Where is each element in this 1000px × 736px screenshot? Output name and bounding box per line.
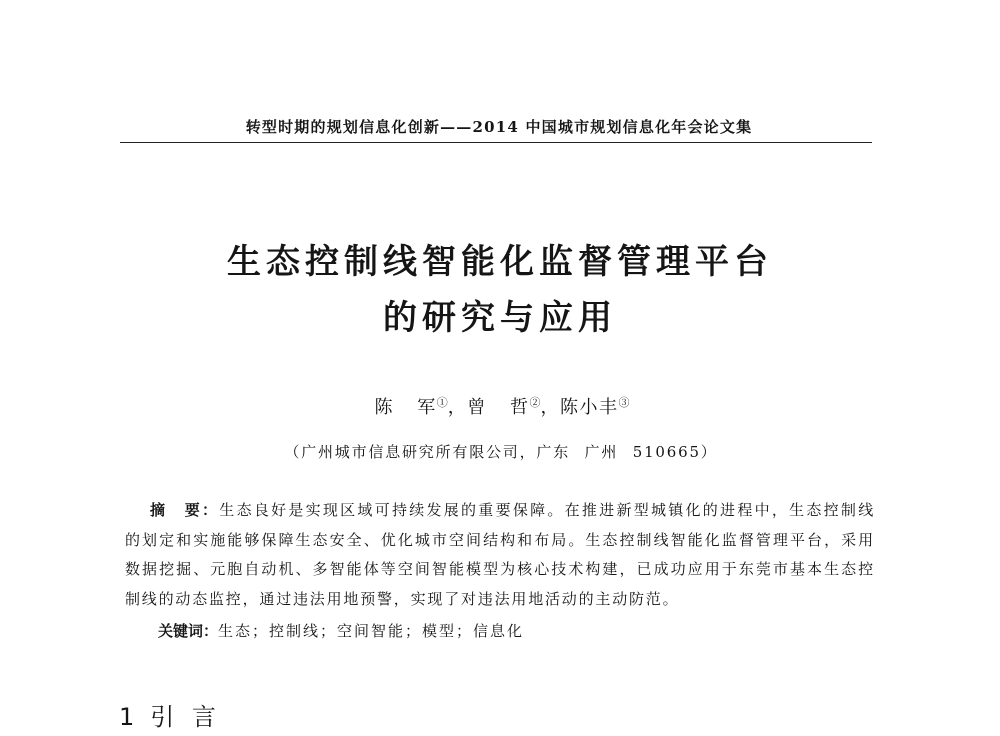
abstract-line: 的划定和实施能够保障生态安全、优化城市空间结构和布局。生态控制线智能化监督管理平台，采用 xyxy=(125,531,875,549)
keywords-label: 关键词： xyxy=(158,622,219,640)
keywords xyxy=(158,616,524,646)
author-name: 陈小丰 xyxy=(559,397,619,418)
author-affiliation: （广州城市信息研究所有限公司，广东 广州 510665） xyxy=(284,443,718,461)
abstract-line xyxy=(150,495,875,525)
paper-title-line-2: 的研究与应用 xyxy=(383,298,617,338)
running-header: 转型时期的规划信息化创新——2014 中国城市规划信息化年会论文集 xyxy=(245,118,753,136)
abstract-label: 摘 要： xyxy=(150,501,220,519)
abstract-line: 制线的动态监控，通过违法用地预警，实现了对违法用地活动的主动防范。 xyxy=(125,590,680,608)
section-heading xyxy=(119,703,216,731)
author-separator: ， xyxy=(540,397,560,418)
header-rule xyxy=(120,142,872,143)
paper-title-line-1: 生态控制线智能化监督管理平台 xyxy=(227,242,773,282)
author-name: 陈 军 xyxy=(374,397,437,418)
section-title: 引 言 xyxy=(150,703,216,731)
keywords-value: 生态；控制线；空间智能；模型；信息化 xyxy=(218,622,525,640)
author-affiliation-mark: ② xyxy=(529,396,541,409)
abstract-text: 生态良好是实现区域可持续发展的重要保障。在推进新型城镇化的进程中，生态控制线 xyxy=(219,501,875,519)
section-number: 1 xyxy=(119,703,135,731)
author-list xyxy=(0,395,1000,421)
author-name: 曾 哲 xyxy=(467,397,530,418)
author-separator: ， xyxy=(447,397,468,418)
author-affiliation-mark: ③ xyxy=(618,396,630,409)
abstract-line: 数据挖掘、元胞自动机、多智能体等空间智能模型为核心技术构建，已成功应用于东莞市基本生态控 xyxy=(125,560,875,578)
author-affiliation-mark: ① xyxy=(436,396,448,409)
